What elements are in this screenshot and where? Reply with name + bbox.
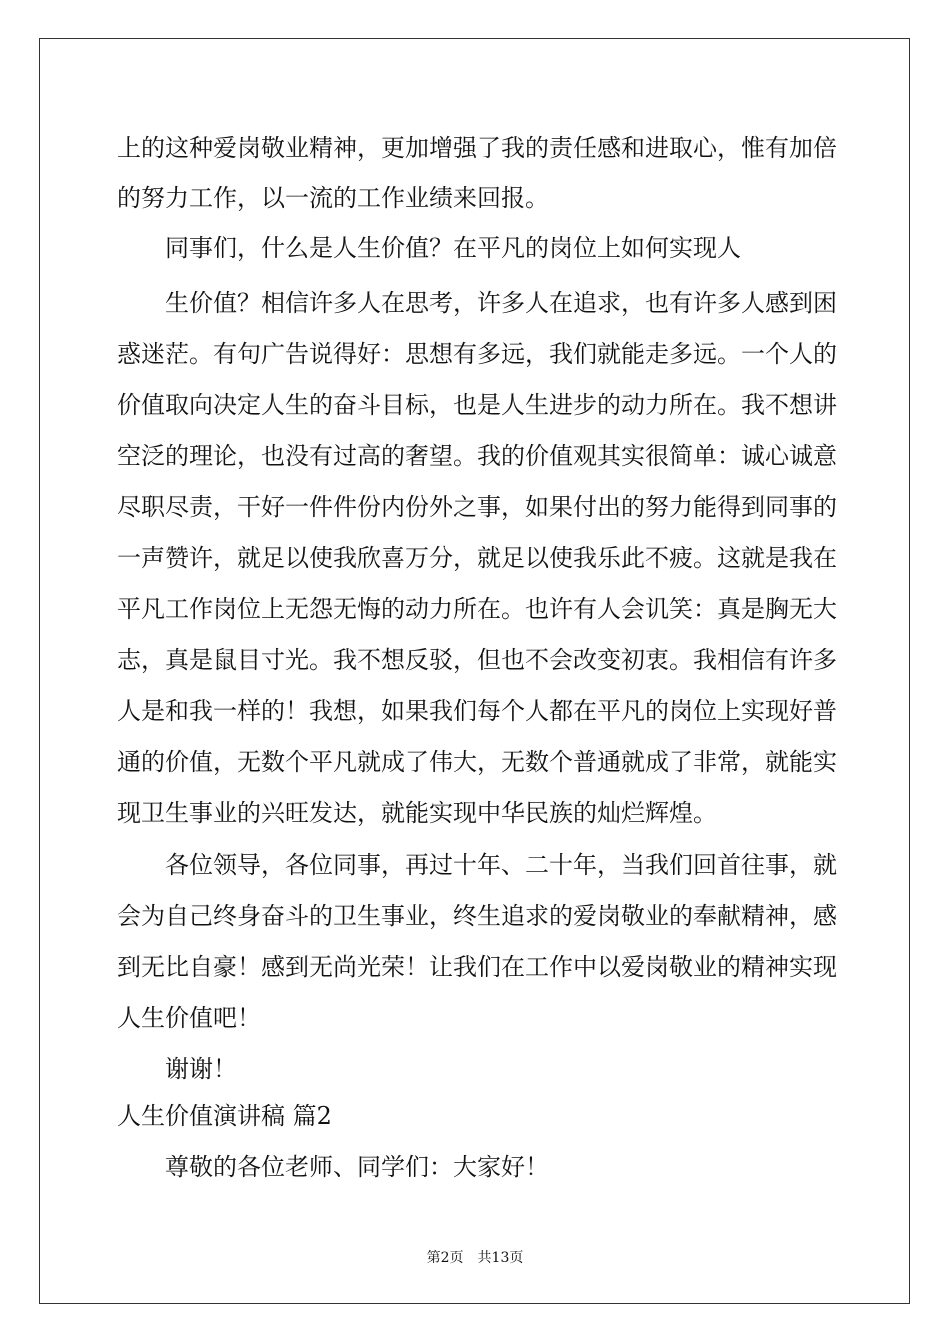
text-line: 平凡工作岗位上无怨无悔的动力所在。也许有人会讥笑：真是胸无大 [117, 595, 837, 623]
page-footer [0, 1247, 950, 1267]
text-line: 上的这种爱岗敬业精神，更加增强了我的责任感和进取心，惟有加倍 [117, 134, 837, 162]
greeting-line: 尊敬的各位老师、同学们：大家好！ [165, 1153, 549, 1181]
text-line: 尽职尽责，干好一件件份内份外之事，如果付出的努力能得到同事的 [117, 493, 837, 521]
section-heading: 人生价值演讲稿 篇2 [117, 1102, 332, 1130]
paragraph-line: 各位领导，各位同事，再过十年、二十年，当我们回首往事，就 [165, 851, 837, 879]
page-number: 第2页 [426, 1250, 464, 1266]
text-line: 现卫生事业的兴旺发达，就能实现中华民族的灿烂辉煌。 [117, 799, 717, 827]
paragraph-line: 生价值？相信许多人在思考，许多人在追求，也有许多人感到困 [165, 289, 837, 317]
text-line: 到无比自豪！感到无尚光荣！让我们在工作中以爱岗敬业的精神实现 [117, 953, 837, 981]
text-line: 志，真是鼠目寸光。我不想反驳，但也不会改变初衷。我相信有许多 [117, 646, 837, 674]
text-line: 空泛的理论，也没有过高的奢望。我的价值观其实很简单：诚心诚意 [117, 442, 837, 470]
text-line: 一声赞许，就足以使我欣喜万分，就足以使我乐此不疲。这就是我在 [117, 544, 837, 572]
text-line: 惑迷茫。有句广告说得好：思想有多远，我们就能走多远。一个人的 [117, 340, 837, 368]
text-line: 通的价值，无数个平凡就成了伟大，无数个普通就成了非常，就能实 [117, 748, 837, 776]
text-line: 人是和我一样的！我想，如果我们每个人都在平凡的岗位上实现好普 [117, 697, 837, 725]
text-line: 会为自己终身奋斗的卫生事业，终生追求的爱岗敬业的奉献精神，感 [117, 902, 837, 930]
text-line: 价值取向决定人生的奋斗目标，也是人生进步的动力所在。我不想讲 [117, 391, 837, 419]
paragraph-line: 同事们，什么是人生价值？在平凡的岗位上如何实现人 [165, 234, 741, 262]
text-line: 的努力工作，以一流的工作业绩来回报。 [117, 184, 549, 212]
text-line: 人生价值吧！ [117, 1004, 261, 1032]
page-total: 共13页 [477, 1250, 524, 1266]
closing-line: 谢谢！ [165, 1055, 237, 1083]
